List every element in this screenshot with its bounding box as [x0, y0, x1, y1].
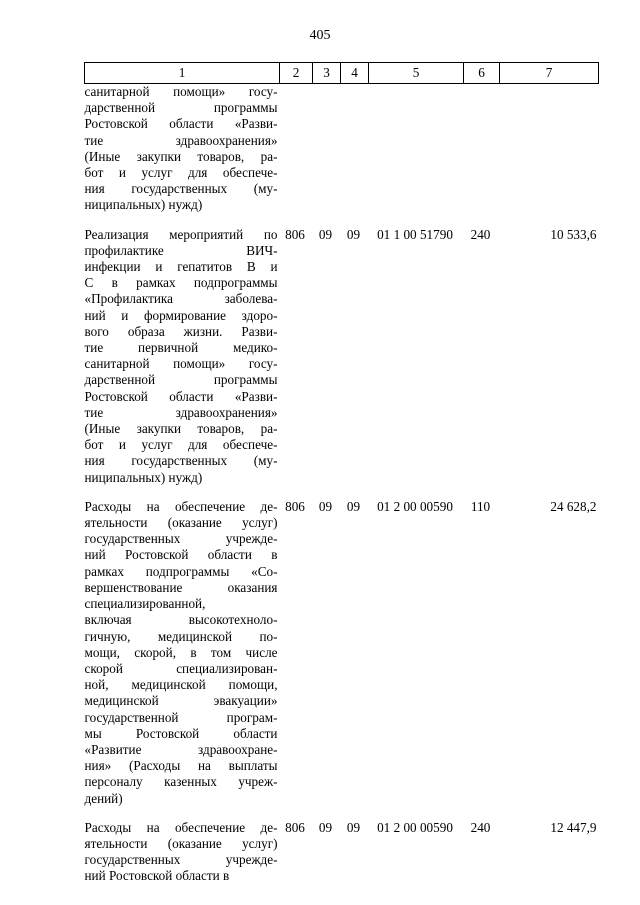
subsection-code: 09: [346, 498, 361, 514]
expense-type-code: [464, 84, 500, 227]
description-line: Ростовской области «Разви-: [84, 116, 278, 132]
target-article-code: 01 2 00 00590: [377, 819, 453, 835]
target-article-code: [369, 84, 464, 227]
description-line: «Профилактика заболева-: [84, 291, 278, 307]
description-line: рамках подпрограммы «Со-: [84, 563, 278, 579]
description-line: инфекции и гепатитов В и: [84, 259, 278, 275]
table-row: [85, 820, 599, 898]
description-line: тие здравоохранения»: [84, 132, 278, 148]
description-line: ний Ростовской области в: [84, 547, 278, 563]
description-line: С в рамках подпрограммы: [84, 275, 278, 291]
description-line: дений): [84, 790, 123, 806]
description-line: дарственной программы: [84, 372, 278, 388]
header-col-5: 5: [369, 63, 464, 84]
description-line: медицинской эвакуации»: [84, 693, 278, 709]
description-line: скорой специализирован-: [84, 660, 278, 676]
page-number: 405: [309, 28, 331, 43]
description-line: санитарной помощи» госу-: [84, 84, 278, 99]
ministry-code: [280, 84, 313, 227]
description-line: тие здравоохранения»: [84, 404, 278, 420]
section-code: 09: [318, 819, 333, 835]
description-line: государственных учрежде-: [84, 531, 278, 547]
header-col-3: 3: [313, 63, 341, 84]
description-line: дарственной программы: [84, 100, 278, 116]
description-line: вершенствование оказания: [84, 579, 278, 595]
description-line: мощи, скорой, в том числе: [84, 644, 278, 660]
ministry-code: 806: [285, 819, 305, 835]
description-line: ниципальных) нужд): [84, 197, 203, 213]
row-description: [85, 820, 280, 898]
description-line: ния государственных (му-: [84, 453, 278, 469]
description-line: Реализация мероприятий по: [84, 226, 278, 242]
amount: 24 628,2: [550, 498, 597, 514]
description-line: персоналу казенных учреж-: [84, 774, 278, 790]
description-line: ний и формирование здоро-: [84, 307, 278, 323]
description-line: государственной програм-: [84, 709, 278, 725]
row-description: [85, 227, 280, 499]
amount: 12 447,9: [550, 819, 597, 835]
description-line: ной, медицинской помощи,: [84, 677, 278, 693]
row-description: [85, 84, 280, 227]
amount: 10 533,6: [550, 226, 597, 242]
target-article-code: 01 1 00 51790: [377, 226, 453, 242]
description-line: профилактике ВИЧ-: [84, 242, 278, 258]
table-row: [85, 227, 599, 499]
description-line: тие первичной медико-: [84, 340, 278, 356]
description-line: ния» (Расходы на выплаты: [84, 758, 278, 774]
subsection-code: 09: [346, 819, 361, 835]
description-line: Ростовской области «Разви-: [84, 388, 278, 404]
description-line: специализированной,: [84, 596, 206, 612]
description-line: (Иные закупки товаров, ра-: [84, 148, 278, 164]
expense-type-code: 110: [470, 498, 491, 514]
target-article-code: 01 2 00 00590: [377, 498, 453, 514]
description-line: санитарной помощи» госу-: [84, 356, 278, 372]
description-line: гичную, медицинской по-: [84, 628, 278, 644]
header-col-6: 6: [464, 63, 500, 84]
amount: [500, 84, 599, 227]
description-line: ятельности (оказание услуг): [84, 835, 278, 851]
description-line: бот и услуг для обеспече-: [84, 437, 278, 453]
description-line: включая высокотехноло-: [84, 612, 278, 628]
description-line: «Развитие здравоохране-: [84, 741, 278, 757]
subsection-code: [341, 84, 369, 227]
subsection-code: 09: [346, 226, 361, 242]
description-line: Расходы на обеспечение де-: [84, 498, 278, 514]
description-line: мы Ростовской области: [84, 725, 278, 741]
table-row: [85, 84, 599, 227]
description-line: вого образа жизни. Разви-: [84, 323, 278, 339]
description-line: ниципальных) нужд): [84, 469, 203, 485]
header-row: [85, 63, 599, 84]
header-col-1: 1: [85, 63, 280, 84]
section-code: [313, 84, 341, 227]
row-description: [85, 499, 280, 820]
table-row: [85, 499, 599, 820]
section-code: 09: [318, 226, 333, 242]
header-col-7: 7: [500, 63, 599, 84]
ministry-code: 806: [285, 498, 305, 514]
expense-type-code: 240: [470, 819, 491, 835]
description-line: ния государственных (му-: [84, 181, 278, 197]
budget-table: [84, 62, 599, 898]
ministry-code: 806: [285, 226, 305, 242]
description-line: (Иные закупки товаров, ра-: [84, 421, 278, 437]
description-line: ний Ростовской области в: [84, 868, 230, 884]
expense-type-code: 240: [470, 226, 491, 242]
header-col-4: 4: [341, 63, 369, 84]
description-line: ятельности (оказание услуг): [84, 515, 278, 531]
description-line: государственных учрежде-: [84, 852, 278, 868]
description-line: бот и услуг для обеспече-: [84, 165, 278, 181]
header-col-2: 2: [280, 63, 313, 84]
section-code: 09: [318, 498, 333, 514]
description-line: Расходы на обеспечение де-: [84, 819, 278, 835]
